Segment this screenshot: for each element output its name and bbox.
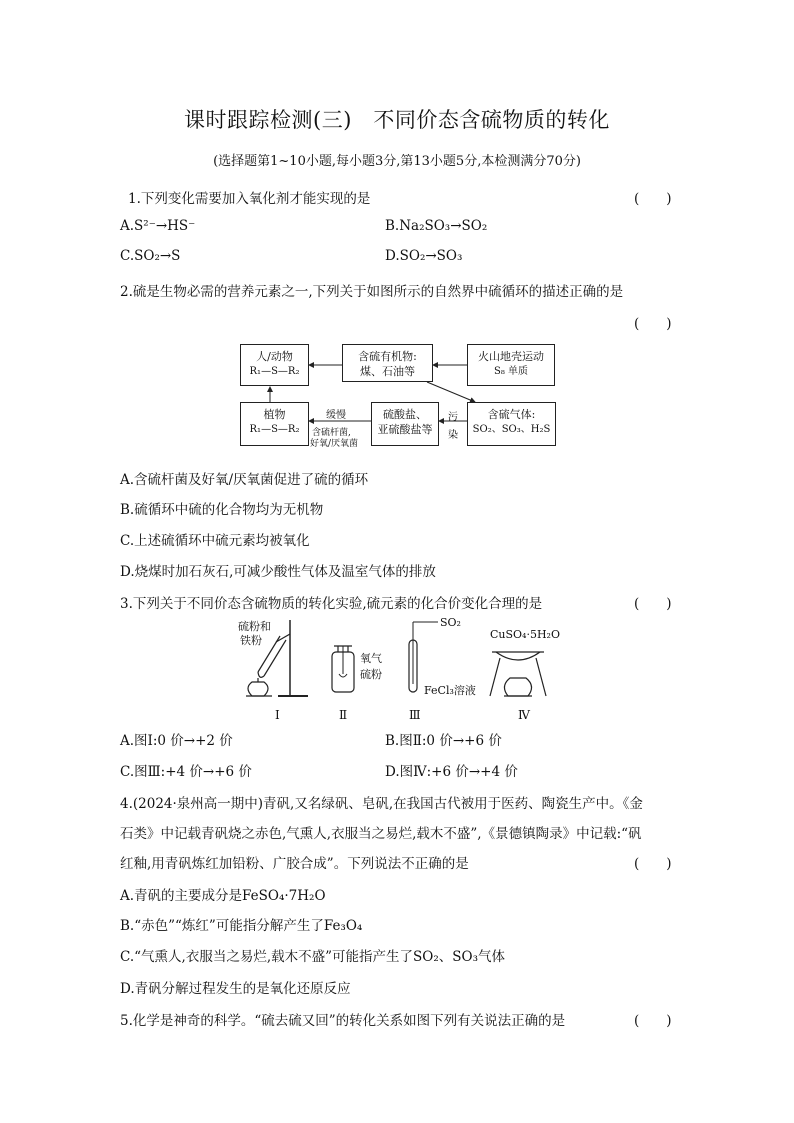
edge-label-bacteria-1: 含硫杆菌, — [312, 428, 351, 438]
box-human-animal — [240, 344, 309, 386]
fig3-number: Ⅲ — [409, 708, 421, 722]
fig1-number: Ⅰ — [275, 708, 280, 722]
fig4-label: CuSO₄·5H₂O — [490, 628, 560, 641]
box-organic-sulfur-l1: 含硫有机物: — [358, 350, 417, 363]
q1-option-d: D.SO₂→SO₃ — [385, 248, 463, 264]
box-sulfate-l1: 硫酸盐、 — [383, 408, 427, 421]
q2-option-d: D.烧煤时加石灰石,可减少酸性气体及温室气体的排放 — [120, 564, 436, 580]
q1-answer-blank: ( ) — [634, 191, 672, 207]
box-gases-l1: 含硫气体: — [487, 408, 536, 421]
fig2-label-b: 硫粉 — [360, 668, 382, 681]
q4-stem-line-2: 石类》中记载青矾烧之赤色,气熏人,衣服当之易烂,载木不盛”,《景德镇陶录》中记载:“矾 — [120, 826, 642, 842]
edge-label-pollution-1: 污 — [448, 412, 458, 423]
page-title: 课时跟踪检测(三) 不同价态含硫物质的转化 — [184, 108, 610, 132]
q3-option-a: A.图Ⅰ:0 价→+2 价 — [120, 733, 233, 749]
fig3-label-b: FeCl₃溶液 — [424, 684, 476, 697]
fig4-number: Ⅳ — [518, 708, 530, 722]
q2-option-b: B.硫循环中硫的化合物均为无机物 — [120, 502, 324, 518]
box-volcano-l1: 火山地壳运动 — [478, 350, 544, 363]
q4-stem-line-3: 红釉,用青矾炼红加铅粉、广胶合成”。下列说法不正确的是 — [120, 856, 469, 872]
page-subtitle: (选择题第1~10小题,每小题3分,第13小题5分,本检测满分70分) — [213, 154, 581, 169]
box-sulfate-l2: 亚硫酸盐等 — [377, 423, 433, 436]
q4-option-c: C.“气熏人,衣服当之易烂,载木不盛”可能指产生了SO₂、SO₃气体 — [120, 949, 505, 965]
q1-stem: 1.下列变化需要加入氧化剂才能实现的是 — [128, 191, 371, 207]
fig2-label-a: 氧气 — [360, 652, 382, 665]
fig1-label-a: 硫粉和 — [238, 620, 271, 633]
q3-option-d: D.图Ⅳ:+6 价→+4 价 — [385, 764, 518, 780]
box-organic-sulfur-l2: 煤、石油等 — [360, 365, 415, 378]
q3-option-c: C.图Ⅲ:+4 价→+6 价 — [120, 764, 252, 780]
box-sulfate-sulfite — [371, 402, 439, 446]
q2-option-a: A.含硫杆菌及好氧/厌氧菌促进了硫的循环 — [120, 472, 369, 488]
box-human-animal-l1: 人/动物 — [256, 350, 293, 363]
q4-answer-blank: ( ) — [634, 856, 672, 872]
fig3-label-a: SO₂ — [440, 616, 461, 629]
sulfur-cycle-diagram — [238, 342, 558, 448]
q1-option-b: B.Na₂SO₃→SO₂ — [385, 218, 488, 234]
q1-option-c: C.SO₂→S — [120, 248, 181, 264]
box-volcano-l2: S₈ 单质 — [493, 366, 529, 377]
box-plants-l2: R₁—S—R₂ — [249, 424, 300, 435]
q5-answer-blank: ( ) — [634, 1013, 672, 1029]
q2-option-c: C.上述硫循环中硫元素均被氧化 — [120, 533, 310, 549]
box-sulfur-gases — [467, 402, 556, 446]
edge-label-slow: 缓慢 — [326, 410, 346, 421]
fig2-number: Ⅱ — [339, 708, 348, 722]
edge-label-pollution-2: 染 — [448, 430, 458, 441]
fig1-label-b: 铁粉 — [240, 634, 262, 647]
box-organic-sulfur — [342, 344, 433, 382]
q2-stem: 2.硫是生物必需的营养元素之一,下列关于如图所示的自然界中硫循环的描述正确的是 — [120, 284, 624, 300]
q4-stem-line-1: 4.(2024·泉州高一期中)青矾,又名绿矾、皂矾,在我国古代被用于医药、陶瓷生产中。《金 — [120, 796, 643, 812]
q4-option-a: A.青矾的主要成分是FeSO₄·7H₂O — [120, 888, 326, 904]
box-plants — [240, 402, 309, 446]
q4-option-b: B.“赤色”“炼红”可能指分解产生了Fe₃O₄ — [120, 918, 363, 934]
q2-answer-blank: ( ) — [634, 316, 672, 332]
q3-apparatus-figure — [228, 616, 568, 726]
edge-label-bacteria-2: 好氧/厌氧菌 — [310, 439, 359, 449]
q3-stem: 3.下列关于不同价态含硫物质的转化实验,硫元素的化合价变化合理的是 — [120, 596, 543, 612]
q4-option-d: D.青矾分解过程发生的是氧化还原反应 — [120, 981, 351, 997]
q3-option-b: B.图Ⅱ:0 价→+6 价 — [385, 733, 502, 749]
q1-option-a: A.S²⁻→HS⁻ — [120, 218, 196, 234]
q5-stem: 5.化学是神奇的科学。“硫去硫又回”的转化关系如图下列有关说法正确的是 — [120, 1013, 566, 1029]
box-human-animal-l2: R₁—S—R₂ — [249, 366, 300, 377]
box-plants-l1: 植物 — [263, 408, 286, 421]
q3-answer-blank: ( ) — [634, 596, 672, 612]
box-gases-l2: SO₂、SO₃、H₂S — [472, 424, 551, 435]
box-volcano — [467, 344, 555, 386]
